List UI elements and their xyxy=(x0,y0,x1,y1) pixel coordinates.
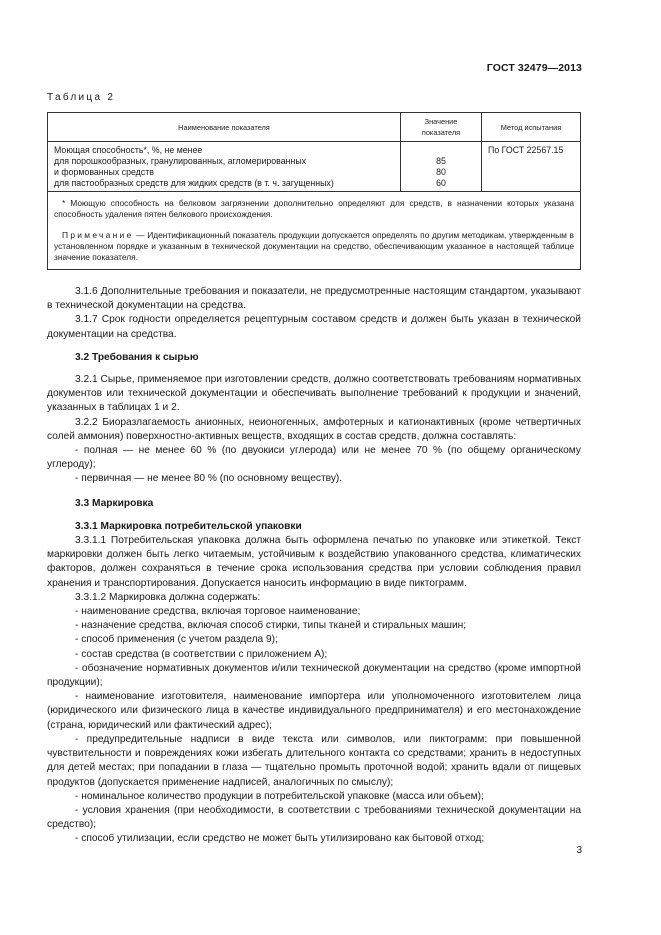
header-method: Метод испытания xyxy=(482,113,581,142)
row-name-line: Моющая способность*, %, не менее xyxy=(54,145,203,155)
list-item: - наименование изготовителя, наименование импортера или уполномоченного изготовителем лица (юридического или физического лица в качестве индивидуального предпринимателя) и его местонахождение (страна, юридический или фактический адрес); xyxy=(47,691,581,731)
paragraph-3-2-1: 3.2.1 Сырье, применяемое при изготовлении средств, должно соответствовать требованиям нормативных документов или технической документации и обеспечивать выполнение требований к продукции и значений, указанных в таблицах 1 и 2. xyxy=(47,374,581,414)
list-item: - назначение средства, включая способ стирки, типы тканей и стиральных машин; xyxy=(75,620,467,632)
paragraph-3-3-1-2: 3.3.1.2 Маркировка должна содержать: xyxy=(75,591,261,603)
table-footnote-row xyxy=(48,192,581,270)
header-value-line1: Значение xyxy=(424,117,458,126)
page-number: 3 xyxy=(576,845,582,856)
row-value-cell xyxy=(401,142,482,192)
header-value-line2: показателя xyxy=(421,128,461,137)
paragraph-3-1-6: 3.1.6 Дополнительные требования и показатели, не предусмотренные настоящим стандартом, указывают в технической документации на средства. xyxy=(47,286,581,312)
section-heading-3-3-1: 3.3.1 Маркировка потребительской упаковки xyxy=(75,520,302,532)
section-heading-3-2: 3.2 Требования к сырью xyxy=(75,351,199,363)
paragraph-3-3-1-1: 3.3.1.1 Потребительская упаковка должна быть оформлена печатью по упаковке или этикеткой. Текст маркировки должен быть легко читаемым, устойчивым к воздействию упакованного средства, климатических факторов, должен сохраняться в течение срока использования средства при условии соблюдения правил хранения и транспортирования. Допускается наносить информацию в виде пиктограмм. xyxy=(47,535,581,589)
list-item: - способ применения (с учетом раздела 9); xyxy=(75,634,278,646)
list-item: - обозначение нормативных документов и/или технической документации на средство (кроме импортной продукции); xyxy=(47,662,581,689)
list-item: - условия хранения (при необходимости, в соответствии с требованиями технической документации на средство); xyxy=(47,804,581,831)
note-label: Примечание xyxy=(62,230,134,240)
row-value: 60 xyxy=(436,178,446,188)
table-header-row xyxy=(48,113,581,142)
table-footnote: * Моющую способность на белковом загрязнении дополнительно определяют для средств, в назначении которых указана способность удаления пятен белкового происхождения. xyxy=(54,198,574,219)
row-name-line: для пастообразных средств для жидких средств (в т. ч. загущенных) xyxy=(54,178,334,188)
header-value xyxy=(401,113,482,142)
row-name-cell xyxy=(48,142,401,192)
list-item: - полная — не менее 60 % (по двуокиси углерода) или не менее 70 % (по общему органическому углероду); xyxy=(47,445,581,471)
table-footnote-cell xyxy=(48,192,581,270)
list-item: - первичная — не менее 80 % (по основному веществу). xyxy=(75,473,343,485)
table-caption: Таблица 2 xyxy=(47,92,116,103)
standard-header: ГОСТ 32479—2013 xyxy=(486,62,582,74)
body-text xyxy=(47,285,581,847)
section-heading-3-3: 3.3 Маркировка xyxy=(75,497,154,509)
paragraph-3-2-2: 3.2.2 Биоразлагаемость анионных, неионогенных, амфотерных и катионактивных (кроме четвертичных солей аммония) поверхностно-активных веществ, входящих в состав средств, должна составлять: xyxy=(47,416,581,442)
list-item: - состав средства (в соответствии с приложением А); xyxy=(75,648,328,660)
row-value: 85 xyxy=(436,156,446,166)
table-row xyxy=(48,142,581,192)
paragraph-3-1-7: 3.1.7 Срок годности определяется рецептурным составом средств и должен быть указан в технической документации на средства. xyxy=(47,314,581,340)
list-item: - способ утилизации, если средство не может быть утилизировано как бытовой отход; xyxy=(75,833,485,845)
note-text: — Идентификационный показатель продукции допускается определять по другим методикам, утвержденным в установленном порядке и указанным в технической документации на средство, обеспечивающим указанное в настоящей таблице значение показателя. xyxy=(54,230,574,262)
row-name-line: для порошкообразных, гранулированных, агломерированных xyxy=(54,156,307,166)
list-item: - предупредительные надписи в виде текста или символов, или пиктограмм: при повышенной чувствительности и повреждениях кожи избегать длительного контакта со средствами; хранить в недоступных для детей местах; при попадании в глаза — тщательно промыть проточной водой; хранить вдали от пищевых продуктов (допускается применение надписей, аналогичных по смыслу); xyxy=(47,733,581,788)
list-item: - наименование средства, включая торговое наименование; xyxy=(75,606,361,618)
row-name-line: и формованных средств xyxy=(54,167,154,177)
row-method-cell: По ГОСТ 22567.15 xyxy=(482,142,581,192)
row-value: 80 xyxy=(436,167,446,177)
table-note xyxy=(54,230,574,263)
header-name: Наименование показателя xyxy=(48,113,401,142)
list-item: - номинальное количество продукции в потребительской упаковке (масса или объем); xyxy=(75,790,484,802)
indicators-table xyxy=(47,112,581,270)
